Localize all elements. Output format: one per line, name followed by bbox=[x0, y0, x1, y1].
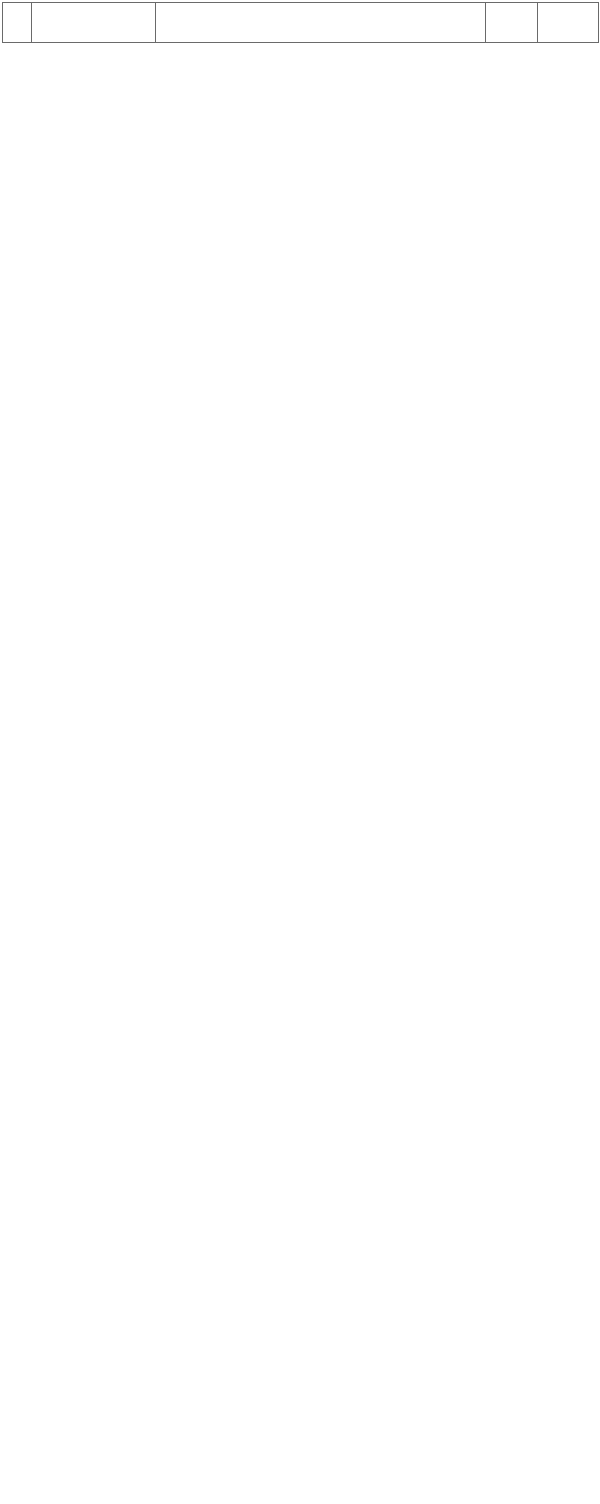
header-no bbox=[3, 3, 32, 43]
header-content bbox=[156, 3, 486, 43]
header-category bbox=[32, 3, 156, 43]
page-gap bbox=[0, 797, 600, 815]
investment-table-top bbox=[2, 2, 599, 43]
header-note bbox=[538, 3, 599, 43]
header-investment bbox=[486, 3, 538, 43]
header-row bbox=[3, 3, 599, 43]
